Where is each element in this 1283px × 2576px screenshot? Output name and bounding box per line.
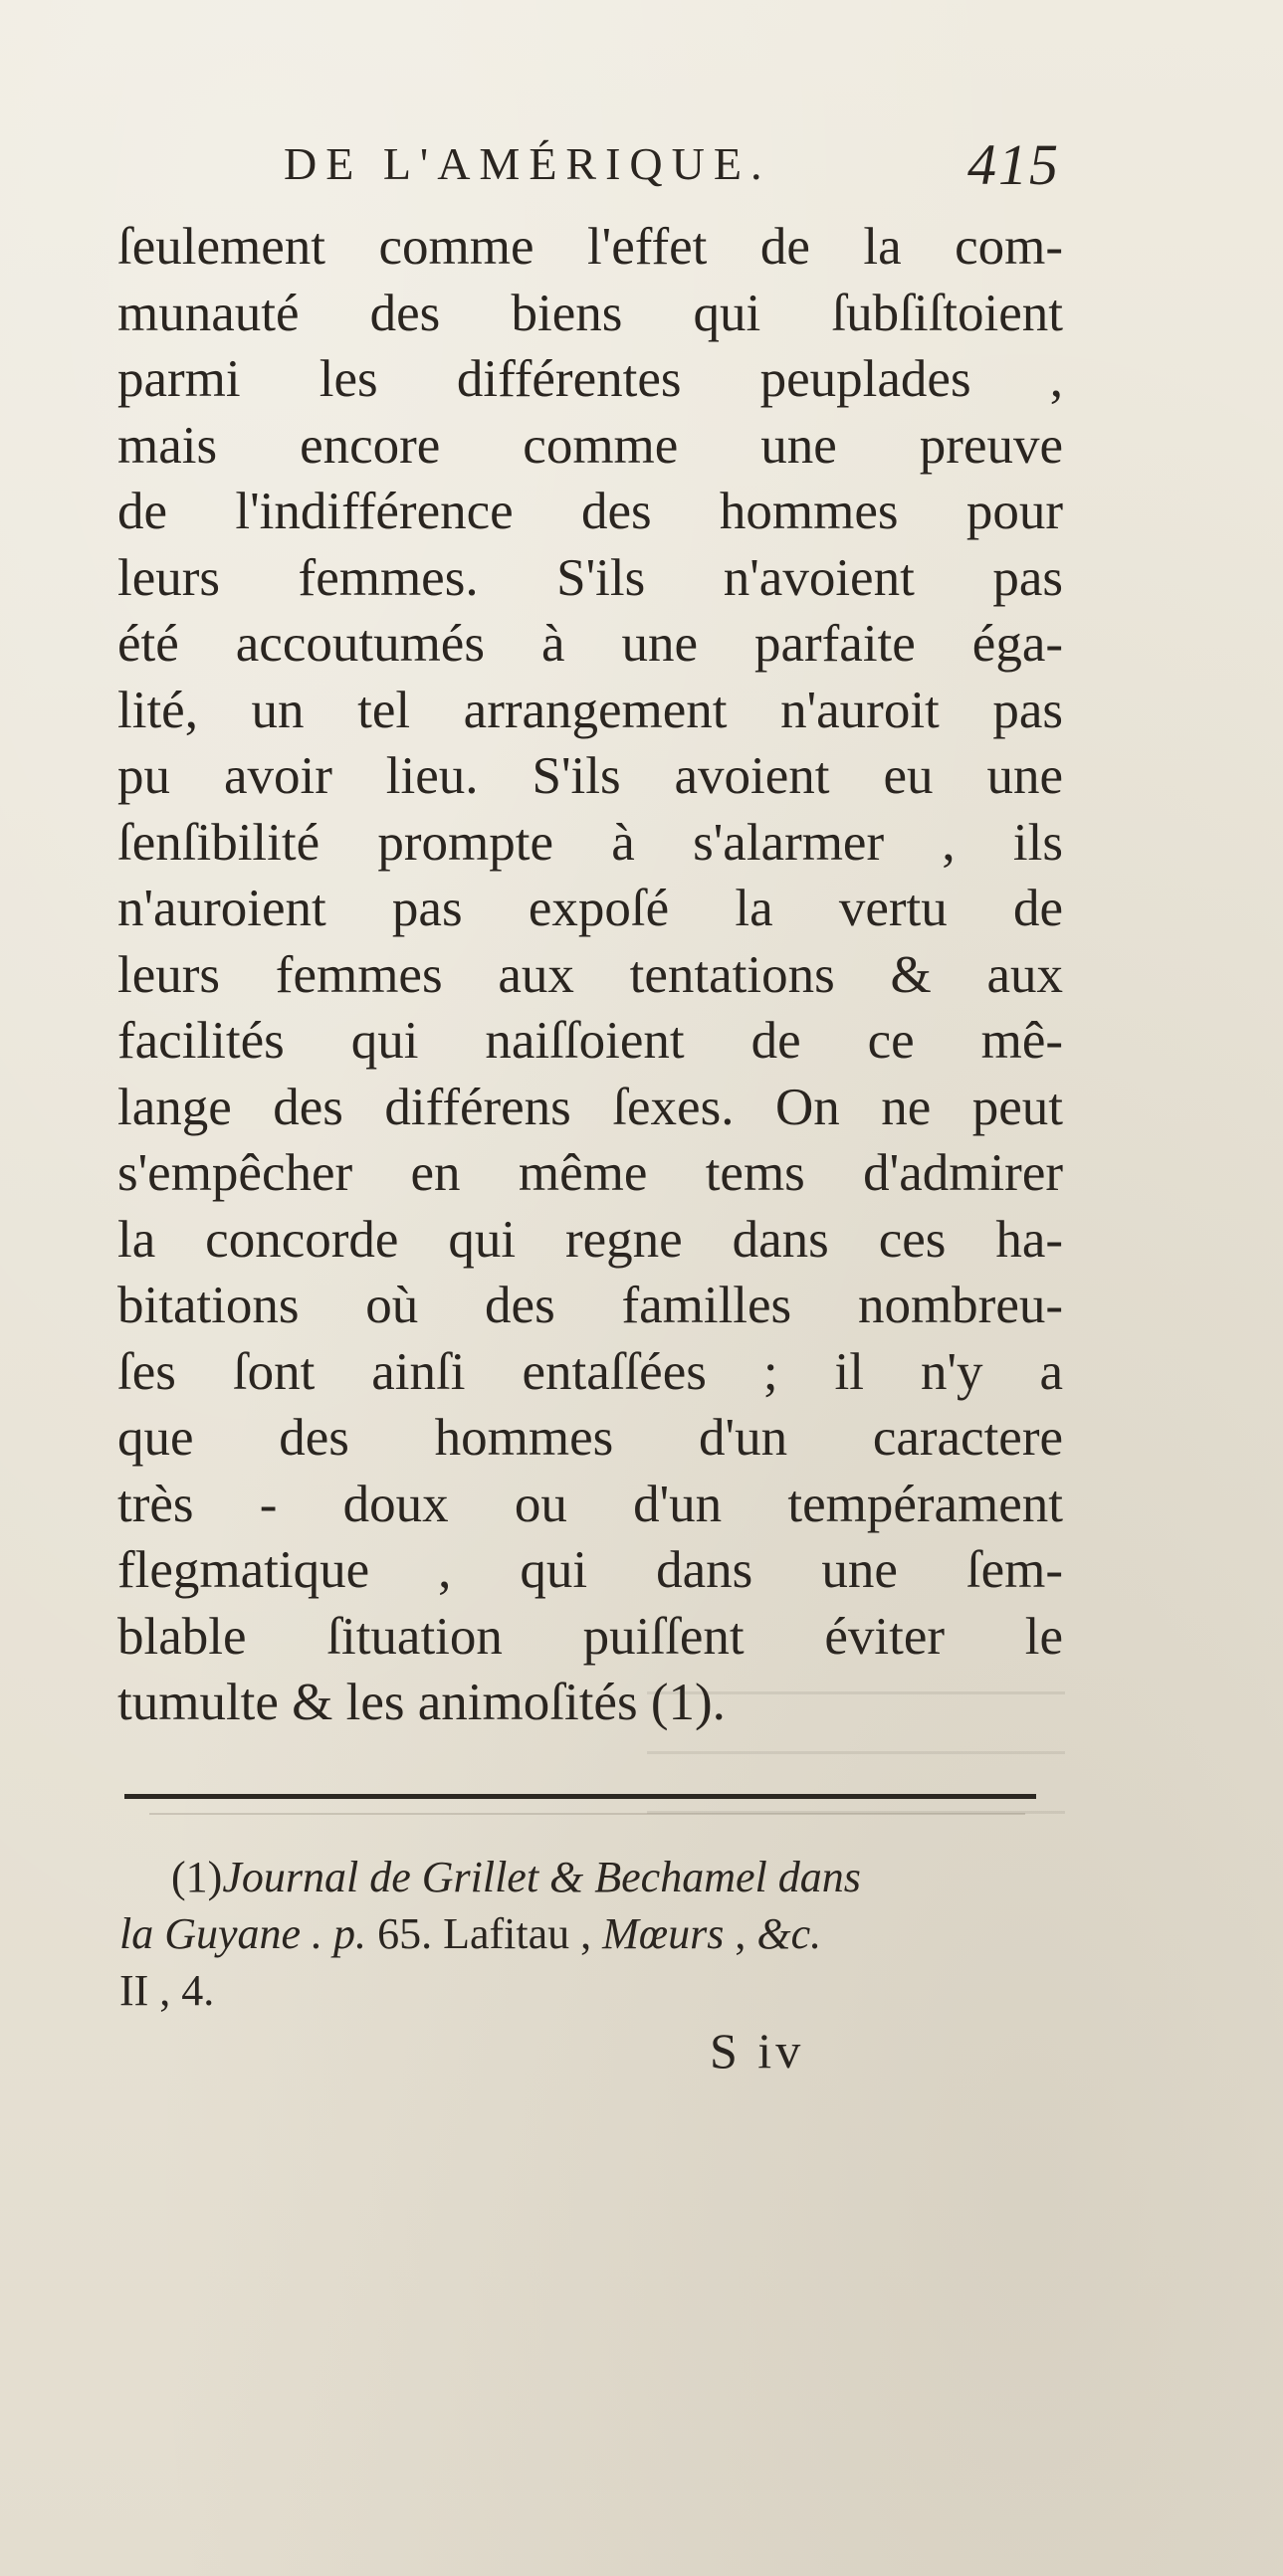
show-through-shadow: [647, 1691, 1065, 1871]
footnote-citation: Mœurs: [602, 1909, 725, 1958]
text-line: lange des différens ſexes. On ne peut: [117, 1078, 1063, 1136]
text-line: que des hommes d'un caractere: [117, 1409, 1063, 1467]
footnote-line: [119, 1849, 1045, 1905]
text-line: parmi les différentes peuplades ,: [117, 350, 1063, 408]
text-line: la concorde qui regne dans ces ha-: [117, 1210, 1063, 1269]
footnote-line: II , 4.: [119, 1966, 215, 2015]
running-head-title: DE L'AMÉRIQUE.: [284, 138, 771, 189]
text-line: ſenſibilité prompte à s'alarmer , ils: [117, 813, 1063, 872]
body-text: [117, 214, 1063, 1736]
signature-mark: S iv: [710, 2023, 805, 2079]
footnote-citation: Journal de Grillet & Bechamel dans: [222, 1853, 861, 1901]
text-line: facilités qui naiſſoient de ce mê-: [117, 1012, 1063, 1070]
text-line: leurs femmes. S'ils n'avoient pas: [117, 548, 1063, 607]
footnote-citation: ,: [724, 1909, 757, 1958]
text-line: lité, un tel arrangement n'auroit pas: [117, 681, 1063, 739]
footnote-line: [119, 1905, 1045, 1962]
footnote-rule: [124, 1794, 1036, 1799]
text-line: tumulte & les animoſités (1).: [117, 1674, 726, 1731]
text-line: ſeulement comme l'effet de la com-: [117, 218, 1063, 276]
footnote: [119, 1849, 1045, 2019]
running-head: [284, 132, 1060, 207]
text-line: de l'indifférence des hommes pour: [117, 483, 1063, 540]
text-line: ſes ſont ainſi entaſſées ; il n'y a: [117, 1342, 1063, 1401]
text-line: mais encore comme une preuve: [117, 416, 1063, 475]
footnote-marker: (1): [171, 1853, 223, 1901]
footnote-citation: la Guyane . p.: [119, 1909, 367, 1958]
text-line: été accoutumés à une parfaite éga-: [117, 615, 1063, 673]
text-line: leurs femmes aux tentations & aux: [117, 945, 1063, 1004]
rule-shadow: [149, 1813, 1025, 1815]
text-line: n'auroient pas expoſé la vertu de: [117, 880, 1063, 937]
footnote-citation: 65. Lafitau ,: [366, 1909, 603, 1958]
text-line: munauté des biens qui ſubſiſtoient: [117, 284, 1063, 342]
text-line: bitations où des familles nombreu-: [117, 1277, 1063, 1334]
text-line: pu avoir lieu. S'ils avoient eu une: [117, 747, 1063, 805]
page-number: 415: [967, 132, 1060, 197]
text-line: très - doux ou d'un tempérament: [117, 1475, 1063, 1533]
text-line: flegmatique , qui dans une ſem-: [117, 1541, 1063, 1599]
footnote-citation: &c.: [756, 1909, 822, 1958]
text-line: s'empêcher en même tems d'admirer: [117, 1144, 1063, 1202]
text-line: blable ſituation puiſſent éviter le: [117, 1607, 1063, 1666]
